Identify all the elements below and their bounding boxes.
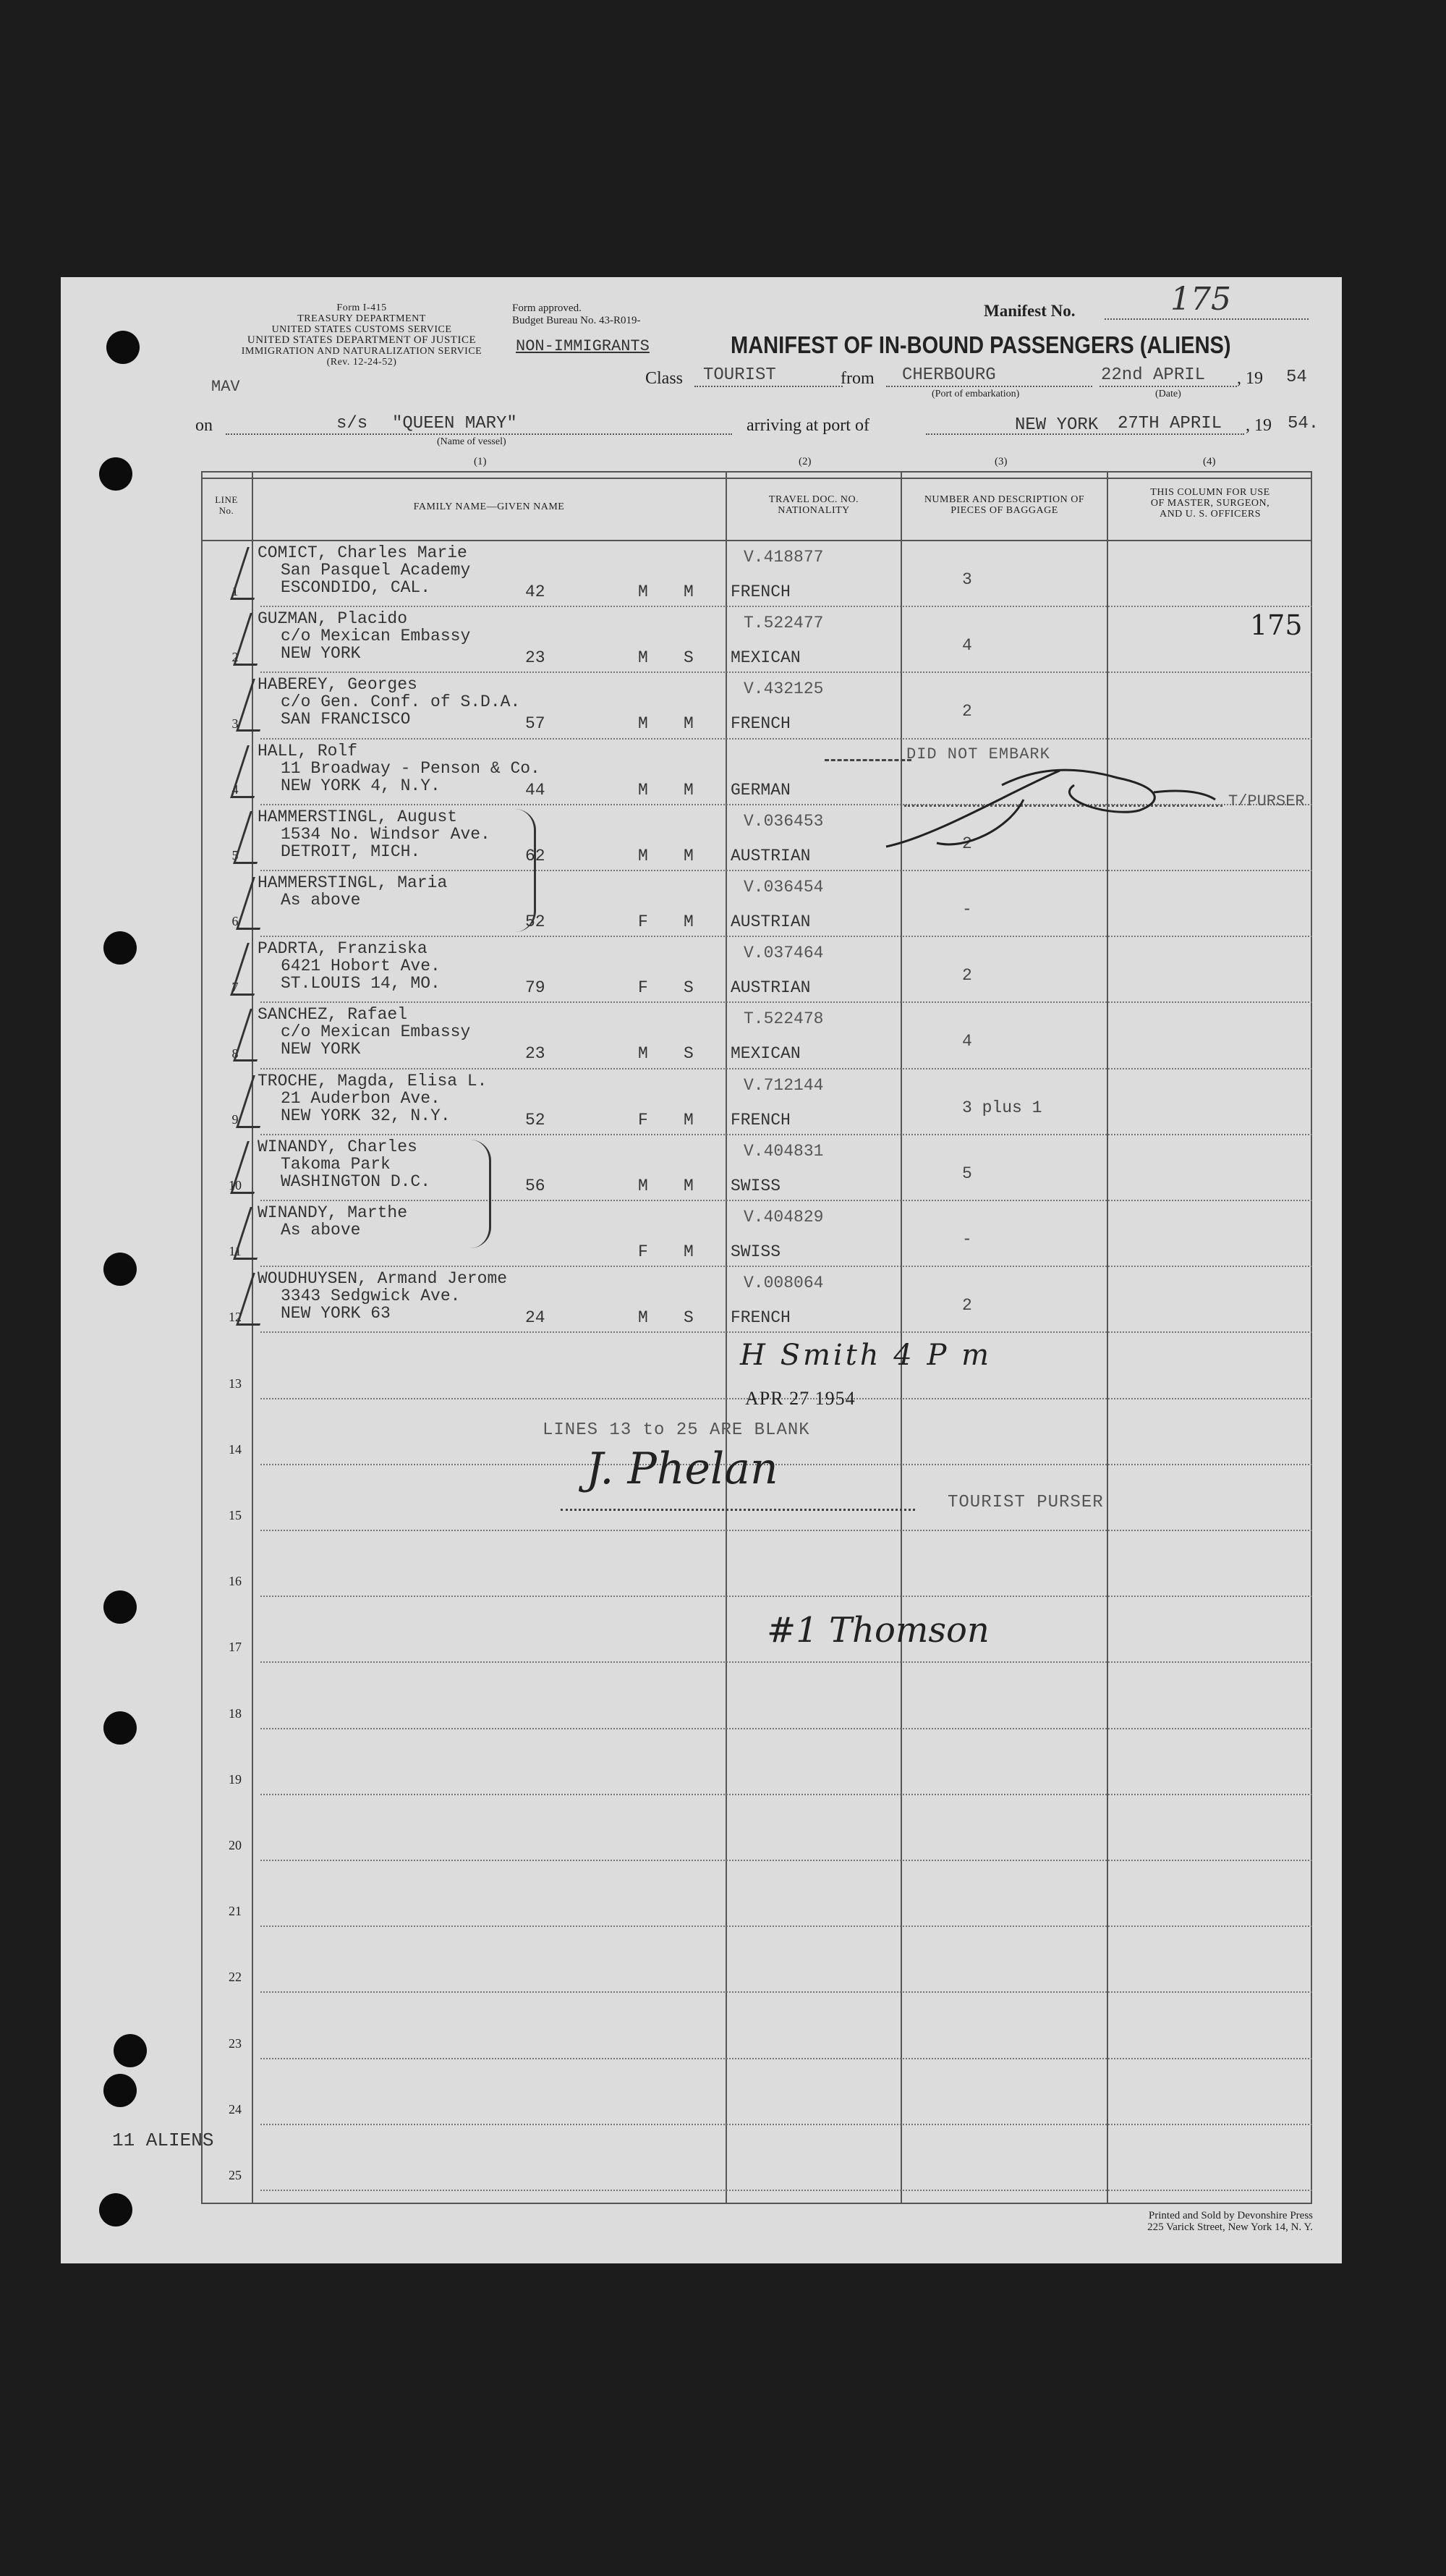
baggage: - (962, 1230, 972, 1249)
baggage: 3 plus 1 (962, 1098, 1042, 1117)
passenger-marital: M (684, 1111, 694, 1130)
row-rule (260, 671, 1312, 673)
line-number: 22 (229, 1970, 242, 1984)
passenger-marital: S (684, 1044, 694, 1063)
passenger-name: WINANDY, Charles (258, 1137, 417, 1156)
passenger-city: NEW YORK (281, 644, 361, 663)
printer-line2: 225 Varick Street, New York 14, N. Y. (1147, 2221, 1313, 2233)
vessel-caption: (Name of vessel) (437, 436, 506, 447)
passenger-name: WINANDY, Marthe (258, 1203, 408, 1222)
passenger-age: 44 (525, 781, 545, 800)
immigration-service: IMMIGRATION AND NATURALIZATION SERVICE (241, 346, 482, 357)
passenger-marital: S (684, 978, 694, 997)
line-number: 11 (229, 1244, 242, 1258)
row-rule (260, 1860, 1312, 1861)
row-rule (260, 2190, 1312, 2191)
passenger-city: WASHINGTON D.C. (281, 1172, 431, 1191)
travel-doc-number: V.404831 (744, 1142, 824, 1161)
line-number: 24 (229, 2102, 242, 2117)
treasury-dept: TREASURY DEPARTMENT (297, 313, 426, 324)
passenger-name: HABEREY, Georges (258, 675, 417, 694)
travel-doc-number: T.522478 (744, 1009, 824, 1028)
line-number: 21 (229, 1904, 242, 1918)
justice-dept: UNITED STATES DEPARTMENT OF JUSTICE (247, 334, 477, 346)
passenger-address: c/o Gen. Conf. of S.D.A. (281, 692, 521, 711)
passenger-name: COMICT, Charles Marie (258, 543, 467, 562)
row-rule (260, 1134, 1312, 1135)
passenger-sex: M (638, 1044, 648, 1063)
line-number: 15 (229, 1508, 242, 1522)
passenger-city: NEW YORK 32, N.Y. (281, 1106, 451, 1125)
officers-header-line1: THIS COLUMN FOR USE (1150, 487, 1270, 498)
nationality: AUSTRIAN (731, 978, 811, 997)
baggage: - (962, 900, 972, 919)
baggage-header-line1: NUMBER AND DESCRIPTION OF (924, 494, 1085, 505)
passenger-city: NEW YORK 4, N.Y. (281, 776, 441, 795)
smith-annotation: H Smith 4 P m (740, 1339, 992, 1372)
passenger-age: 79 (525, 978, 545, 997)
col-number: (1) (474, 456, 487, 467)
vessel-prefix: s/s (336, 414, 368, 433)
purser-signature-row4 (879, 742, 1219, 865)
lines-blank-stamp: LINES 13 to 25 ARE BLANK (543, 1420, 810, 1440)
nationality: SWISS (731, 1177, 781, 1195)
row-rule (260, 1794, 1312, 1795)
line-no-header-line2: No. (218, 505, 234, 516)
passenger-sex: M (638, 1177, 648, 1195)
arrival-date: 27TH APRIL (1118, 414, 1222, 433)
purser-signature: J. Phelan (586, 1444, 778, 1494)
baggage: 2 (962, 702, 972, 721)
line-number: 8 (231, 1046, 239, 1061)
punch-hole (99, 457, 132, 491)
passenger-sex: M (638, 847, 648, 865)
row-rule (260, 1530, 1312, 1531)
passenger-age: 52 (525, 912, 545, 931)
row-rule (260, 2124, 1312, 2125)
row-rule (260, 1925, 1312, 1927)
passenger-name: HAMMERSTINGL, August (258, 808, 458, 826)
purser-dotted-line (561, 1509, 915, 1511)
passenger-address: 21 Auderbon Ave. (281, 1089, 441, 1108)
travel-doc-number: V.432125 (744, 679, 824, 698)
punch-hole (103, 1590, 137, 1624)
punch-hole (103, 931, 137, 965)
col-divider (726, 471, 727, 2204)
travel-doc-header-line1: TRAVEL DOC. NO. (768, 494, 859, 505)
passenger-city: DETROIT, MICH. (281, 842, 421, 861)
vessel-underline (226, 433, 732, 435)
inspector-annotation: #1 Thomson (767, 1610, 990, 1651)
row-rule (260, 1991, 1312, 1993)
nationality: SWISS (731, 1242, 781, 1261)
passenger-address: 6421 Hobort Ave. (281, 957, 441, 975)
passenger-marital: M (684, 781, 694, 800)
row-rule (260, 606, 1312, 607)
name-header: FAMILY NAME—GIVEN NAME (413, 501, 565, 512)
row-rule (260, 1728, 1312, 1729)
passenger-marital: S (684, 648, 694, 667)
officers-header-line2: OF MASTER, SURGEON, (1150, 498, 1270, 509)
line-number: 20 (229, 1838, 242, 1852)
nationality: AUSTRIAN (731, 912, 811, 931)
departure-year: 54 (1286, 368, 1307, 387)
row-rule (260, 870, 1312, 871)
line-number: 17 (229, 1640, 242, 1654)
col-divider (1107, 471, 1108, 2204)
passenger-marital: M (684, 714, 694, 733)
passenger-address: c/o Mexican Embassy (281, 627, 471, 645)
passenger-address: As above (281, 891, 361, 910)
form-id-block (188, 302, 535, 368)
approval-line2: Budget Bureau No. 43-R019- (512, 315, 641, 326)
line-number: 3 (231, 716, 239, 731)
passenger-name: GUZMAN, Placido (258, 609, 408, 628)
non-immigrants-stamp: NON-IMMIGRANTS (516, 337, 650, 355)
punch-hole (103, 1711, 137, 1745)
row-rule (260, 738, 1312, 740)
baggage: 4 (962, 636, 972, 655)
line-number: 10 (229, 1178, 242, 1192)
baggage: 3 (962, 570, 972, 589)
punch-hole (103, 1253, 137, 1286)
date-underline (1100, 386, 1237, 387)
class-value: TOURIST (703, 365, 776, 385)
passenger-marital: M (684, 1242, 694, 1261)
line-number: 4 (231, 782, 239, 797)
row-rule (260, 1596, 1312, 1597)
punch-hole (103, 2074, 137, 2107)
row-rule (260, 1266, 1312, 1267)
line-number: 14 (229, 1442, 242, 1457)
line-number: 2 (231, 650, 239, 664)
aliens-count: 11 ALIENS (112, 2130, 214, 2151)
row-rule (260, 1661, 1312, 1663)
col-number: (4) (1203, 456, 1216, 467)
passenger-age: 57 (525, 714, 545, 733)
travel-doc-number: V.008064 (744, 1274, 824, 1292)
travel-doc-number: V.712144 (744, 1076, 824, 1095)
baggage: 2 (962, 1296, 972, 1315)
passenger-sex: F (638, 1111, 648, 1130)
col-number: (2) (799, 456, 812, 467)
nationality: FRENCH (731, 1111, 791, 1130)
line-number: 9 (231, 1112, 239, 1127)
passenger-marital: M (684, 1177, 694, 1195)
passenger-marital: M (684, 582, 694, 601)
class-label: Class (645, 369, 684, 388)
passenger-sex: F (638, 1242, 648, 1261)
row-rule (260, 1464, 1312, 1465)
line-number: 23 (229, 2036, 242, 2051)
line-number: 18 (229, 1706, 242, 1721)
travel-doc-number: V.037464 (744, 944, 824, 962)
travel-doc-number: T.522477 (744, 614, 824, 632)
manifest-no-label: Manifest No. (984, 302, 1076, 320)
line-number: 6 (231, 914, 239, 928)
row-rule (260, 1200, 1312, 1201)
travel-doc-number: V.404829 (744, 1208, 824, 1226)
printer-imprint (1063, 2210, 1313, 2233)
punch-hole (106, 331, 140, 364)
passenger-name: WOUDHUYSEN, Armand Jerome (258, 1269, 508, 1288)
page-title: MANIFEST OF IN-BOUND PASSENGERS (ALIENS) (731, 331, 1231, 358)
row-rule (260, 1331, 1312, 1333)
form-number: Form I-415 (336, 302, 387, 313)
travel-doc-number: V.036454 (744, 878, 824, 897)
passenger-address: As above (281, 1221, 361, 1240)
nationality: FRENCH (731, 714, 791, 733)
revision: (Rev. 12-24-52) (326, 357, 397, 368)
line-number: 19 (229, 1772, 242, 1787)
date-stamp: APR 27 1954 (745, 1388, 856, 1409)
passenger-age: 52 (525, 1111, 545, 1130)
passenger-name: SANCHEZ, Rafael (258, 1005, 408, 1024)
approval-block (512, 302, 640, 327)
line-number: 25 (229, 2168, 242, 2182)
header-bottom-rule (201, 540, 1312, 541)
nationality: FRENCH (731, 582, 791, 601)
officers-header (1108, 487, 1312, 520)
travel-doc-number: V.418877 (744, 548, 824, 567)
baggage: 2 (962, 966, 972, 985)
passenger-age: 24 (525, 1308, 545, 1327)
passenger-age: 23 (525, 1044, 545, 1063)
passenger-sex: M (638, 648, 648, 667)
nationality: GERMAN (731, 781, 791, 800)
row-rule (260, 936, 1312, 937)
passenger-address: 3343 Sedgwick Ave. (281, 1287, 461, 1305)
travel-doc-number: V.036453 (744, 812, 824, 831)
manifest-no-underline (1105, 318, 1309, 320)
punch-hole (114, 2034, 147, 2067)
line-no-header-line1: LINE (215, 494, 238, 505)
on-label: on (195, 416, 213, 435)
passenger-marital: M (684, 912, 694, 931)
arrival-port: NEW YORK (1015, 415, 1099, 435)
passenger-age: 42 (525, 582, 545, 601)
port-embarkation: CHERBOURG (902, 365, 996, 385)
departure-date: 22nd APRIL (1101, 365, 1206, 385)
line-number: 16 (229, 1574, 242, 1588)
passenger-name: HALL, Rolf (258, 742, 358, 760)
passenger-sex: M (638, 582, 648, 601)
nationality: MEXICAN (731, 1044, 801, 1063)
passenger-marital: M (684, 847, 694, 865)
passenger-address: 11 Broadway - Penson & Co. (281, 759, 540, 778)
passenger-sex: M (638, 714, 648, 733)
passenger-address: San Pasquel Academy (281, 561, 471, 580)
travel-doc-header-line2: NATIONALITY (778, 505, 850, 516)
nationality: AUSTRIAN (731, 847, 811, 865)
nationality: MEXICAN (731, 648, 801, 667)
header-rule (201, 478, 1312, 479)
passenger-age: 62 (525, 847, 545, 865)
line-number: 1 (231, 584, 239, 598)
officer-note: 175 (1250, 609, 1303, 641)
row-rule (260, 1001, 1312, 1003)
passenger-sex: F (638, 978, 648, 997)
date-caption: (Date) (1155, 389, 1181, 399)
line-no-header (203, 494, 250, 516)
customs-service: UNITED STATES CUSTOMS SERVICE (271, 324, 452, 335)
passenger-city: ST.LOUIS 14, MO. (281, 974, 441, 993)
passenger-city: NEW YORK (281, 1040, 361, 1059)
passenger-age: 23 (525, 648, 545, 667)
passenger-sex: F (638, 912, 648, 931)
passenger-address: Takoma Park (281, 1155, 391, 1174)
bracket-winandy (470, 1140, 491, 1248)
row-rule (260, 1068, 1312, 1069)
bracket-hammerstingl (515, 809, 536, 932)
port-embarkation-caption: (Port of embarkation) (932, 389, 1020, 399)
did-not-embark-stamp: DID NOT EMBARK (906, 745, 1050, 763)
passenger-name: HAMMERSTINGL, Maria (258, 873, 448, 892)
punch-hole (99, 2193, 132, 2227)
passenger-age: 56 (525, 1177, 545, 1195)
manifest-no-value: 175 (1170, 281, 1231, 318)
passenger-sex: M (638, 781, 648, 800)
col-divider (901, 471, 902, 2204)
vessel-name: "QUEEN MARY" (392, 414, 517, 433)
approval-line1: Form approved. (512, 302, 582, 314)
tourist-purser-stamp: TOURIST PURSER (948, 1493, 1104, 1512)
baggage: 4 (962, 1032, 972, 1051)
arrival-year-prefix: , 19 (1246, 416, 1272, 435)
passenger-address: c/o Mexican Embassy (281, 1022, 471, 1041)
passenger-marital: S (684, 1308, 694, 1327)
nationality: FRENCH (731, 1308, 791, 1327)
baggage-header (902, 494, 1107, 516)
arriving-label: arriving at port of (747, 416, 869, 435)
col-number: (3) (995, 456, 1008, 467)
baggage-header-line2: PIECES OF BAGGAGE (950, 505, 1058, 516)
row-rule (260, 2058, 1312, 2059)
printer-line1: Printed and Sold by Devonshire Press (1148, 2210, 1313, 2221)
from-underline (886, 386, 1092, 387)
line-number: 5 (231, 848, 239, 863)
baggage: 5 (962, 1164, 972, 1183)
passenger-address: 1534 No. Windsor Ave. (281, 825, 490, 844)
officers-header-line3: AND U. S. OFFICERS (1159, 509, 1262, 520)
line-number: 12 (229, 1310, 242, 1324)
travel-doc-header (727, 494, 901, 516)
passenger-city: ESCONDIDO, CAL. (281, 578, 431, 597)
passenger-city: SAN FRANCISCO (281, 710, 411, 729)
purser-stamp-row4: T/PURSER (1228, 792, 1305, 810)
line-number: 7 (231, 980, 239, 994)
departure-year-prefix: , 19 (1237, 369, 1263, 388)
passenger-sex: M (638, 1308, 648, 1327)
passenger-city: NEW YORK 63 (281, 1304, 391, 1323)
baggage: 2 (962, 834, 972, 853)
passenger-name: PADRTA, Franziska (258, 939, 428, 958)
from-label: from (841, 369, 875, 388)
initials: MAV (211, 378, 240, 396)
class-underline (694, 386, 843, 387)
line-number: 13 (229, 1376, 242, 1391)
passenger-name: TROCHE, Magda, Elisa L. (258, 1072, 488, 1090)
arrival-year: 54. (1288, 414, 1319, 433)
